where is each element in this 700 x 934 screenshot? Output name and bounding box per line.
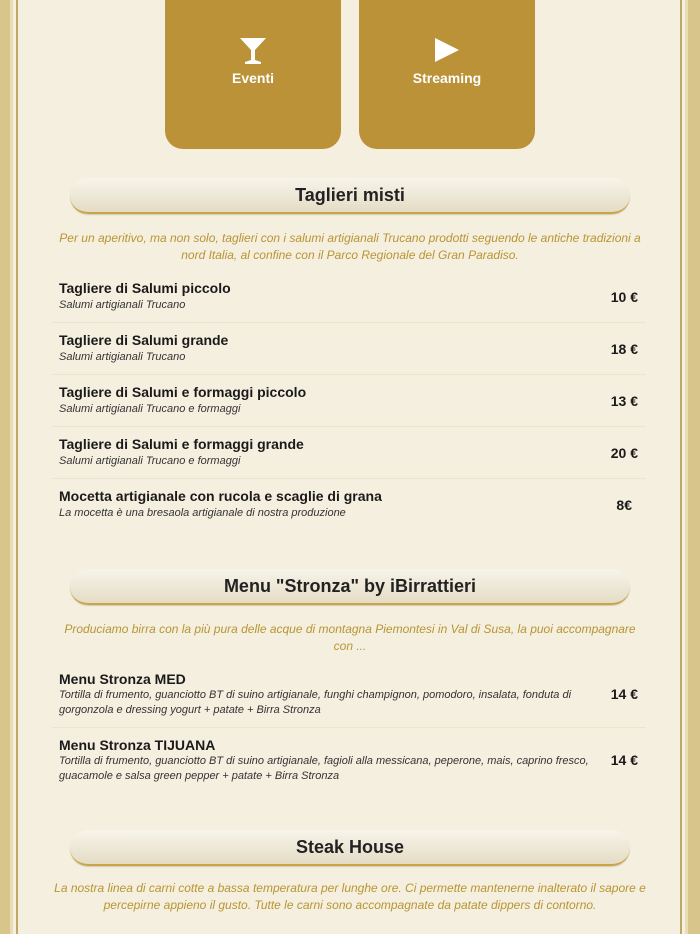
item-description: Salumi artigianali Trucano e formaggi [59, 455, 241, 467]
menu-item [52, 488, 646, 530]
item-name: Tagliere di Salumi grande [59, 332, 229, 348]
nav-tiles [0, 0, 700, 150]
item-price: 8€ [616, 497, 632, 513]
menu-item [52, 737, 646, 787]
item-name: Menu Stronza MED [59, 671, 186, 687]
tile-streaming[interactable] [359, 0, 535, 149]
item-price: 14 € [610, 686, 638, 702]
cocktail-glass-icon [165, 36, 341, 66]
item-price: 20 € [610, 445, 638, 461]
item-price: 14 € [610, 752, 638, 768]
menu-item [52, 436, 646, 479]
item-description: Tortilla di frumento, guanciotto BT di suino artigianale, fagioli alla messicana, peperone, mais, caprino fresco, guacamole e salsa green pepper + patate + Birra Stronza [59, 755, 589, 782]
item-description: Tortilla di frumento, guanciotto BT di suino artigianale, funghi champignon, pomodoro, insalata, fonduta di gorgonzola e dressing yogurt + patate + Birra Stronza [59, 689, 572, 716]
section-title-steak-house: Steak House [70, 830, 630, 866]
item-price: 13 € [610, 393, 638, 409]
section-title-taglieri: Taglieri misti [70, 178, 630, 214]
section-intro-taglieri: Per un aperitivo, ma non solo, taglieri con i salumi artigianali Trucano prodotti seguendo le antiche tradizioni a nord Italia, al confine con il Parco Regionale del Gran Paradiso. [59, 231, 641, 262]
item-name: Menu Stronza TIJUANA [59, 737, 216, 753]
tile-label: Streaming [412, 70, 482, 86]
item-price: 18 € [610, 341, 638, 357]
menu-item [52, 332, 646, 375]
menu-item [52, 280, 646, 323]
item-description: La mocetta è una bresaola artigianale di nostra produzione [59, 507, 346, 519]
item-name: Mocetta artigianale con rucola e scaglie di grana [59, 488, 382, 504]
item-description: Salumi artigianali Trucano [59, 351, 186, 363]
menu-item [52, 384, 646, 427]
menu-item [52, 671, 646, 728]
item-price: 10 € [610, 289, 638, 305]
section-title-stronza: Menu "Stronza" by iBirrattieri [70, 569, 630, 605]
item-name: Tagliere di Salumi e formaggi piccolo [59, 384, 307, 400]
play-icon [359, 36, 535, 66]
section-intro-stronza: Produciamo birra con la più pura delle acque di montagna Piemontesi in Val di Susa, la puoi accompagnare con ... [64, 622, 636, 653]
tile-eventi[interactable] [165, 0, 341, 149]
tile-label: Eventi [231, 70, 274, 86]
section-intro-steak-house: La nostra linea di carni cotte a bassa temperatura per lunghe ore. Ci permette mantenerne inalterato il sapore e percepirne appieno il gusto. Tutte le carni sono accompagnate da patate dippers di contorno. [54, 881, 646, 912]
item-description: Salumi artigianali Trucano [59, 299, 186, 311]
item-name: Tagliere di Salumi e formaggi grande [59, 436, 304, 452]
item-description: Salumi artigianali Trucano e formaggi [59, 403, 241, 415]
item-name: Tagliere di Salumi piccolo [59, 280, 231, 296]
